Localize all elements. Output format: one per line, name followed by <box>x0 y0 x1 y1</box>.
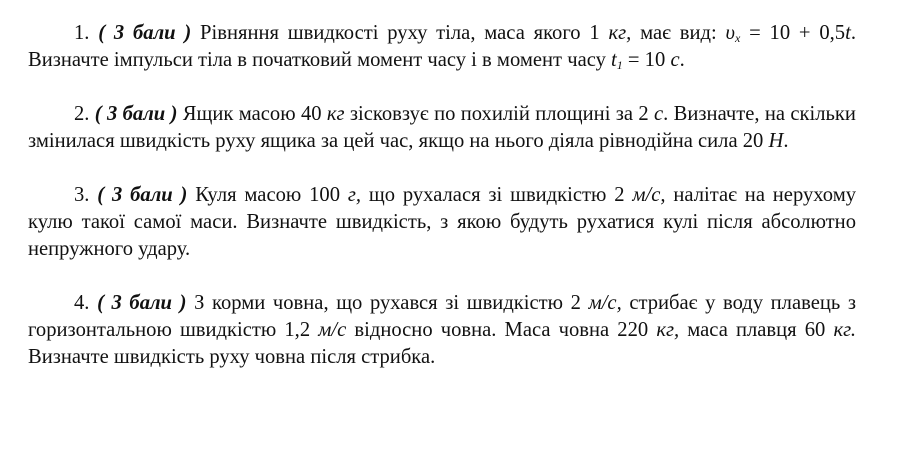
document-page <box>28 20 856 398</box>
unit: с <box>654 103 664 125</box>
equation-variable: t <box>845 22 851 44</box>
problem-3 <box>28 182 856 263</box>
equation: = 10 + 0,5 <box>749 22 846 44</box>
problem-2 <box>28 101 856 155</box>
problem-text: налітає на нерухому кулю такої самої маси. Визначте швидкість, з якою будуть рухатися кулі після абсолютно непружного удару. <box>28 184 857 260</box>
unit: м/с <box>318 319 347 341</box>
problem-text: зісковзує по похилій площині за 2 <box>349 103 649 125</box>
time-symbol: $t_1$ <box>611 49 623 72</box>
problem-text: . <box>679 49 685 71</box>
problem-number: 2. <box>74 103 90 125</box>
problem-text: . Визначте імпульси тіла в початковий момент часу і в момент часу <box>28 22 856 71</box>
problem-points: ( 3 бали ) <box>97 292 187 314</box>
unit: с <box>670 49 680 71</box>
problem-text: що рухалася зі швидкістю 2 <box>368 184 625 206</box>
unit: г, <box>347 184 362 206</box>
unit: кг. <box>833 319 856 341</box>
equation: = 10 <box>627 49 666 71</box>
problem-points: ( 3 бали ) <box>94 103 178 125</box>
problem-text: . <box>783 130 789 152</box>
unit: м/с, <box>588 292 622 314</box>
velocity-symbol: $\upsilon_x$ <box>725 22 741 45</box>
unit: кг, <box>608 22 632 44</box>
problem-points: ( 3 бали ) <box>98 22 192 44</box>
problem-text: маса плавця 60 <box>687 319 826 341</box>
problem-1 <box>28 20 856 74</box>
unit: кг <box>326 103 345 125</box>
problem-text: Визначте швидкість руху човна після стрибка. <box>28 346 436 368</box>
problem-points: ( 3 бали ) <box>97 184 188 206</box>
problem-number: 3. <box>74 184 90 206</box>
problem-text: стрибає у воду плавець з горизонтальною швидкістю 1,2 <box>28 292 856 341</box>
problem-text: Рівняння швидкості руху тіла, маса якого 1 <box>200 22 600 44</box>
unit: кг, <box>656 319 680 341</box>
problem-text: має вид: <box>640 22 717 44</box>
problem-4 <box>28 290 856 371</box>
unit: м/с, <box>632 184 666 206</box>
problem-number: 1. <box>74 22 90 44</box>
unit: Н <box>768 130 784 152</box>
problem-text: . Визначте, на скільки змінилася швидкість руху ящика за цей час, якщо на нього діяла рівнодійна сила 20 <box>28 103 856 152</box>
problem-text: З корми човна, що рухався зі швидкістю 2 <box>194 292 581 314</box>
problem-number: 4. <box>74 292 90 314</box>
problem-text: відносно човна. Маса човна 220 <box>354 319 649 341</box>
problem-text: Куля масою 100 <box>195 184 340 206</box>
problem-text: Ящик масою 40 <box>182 103 322 125</box>
